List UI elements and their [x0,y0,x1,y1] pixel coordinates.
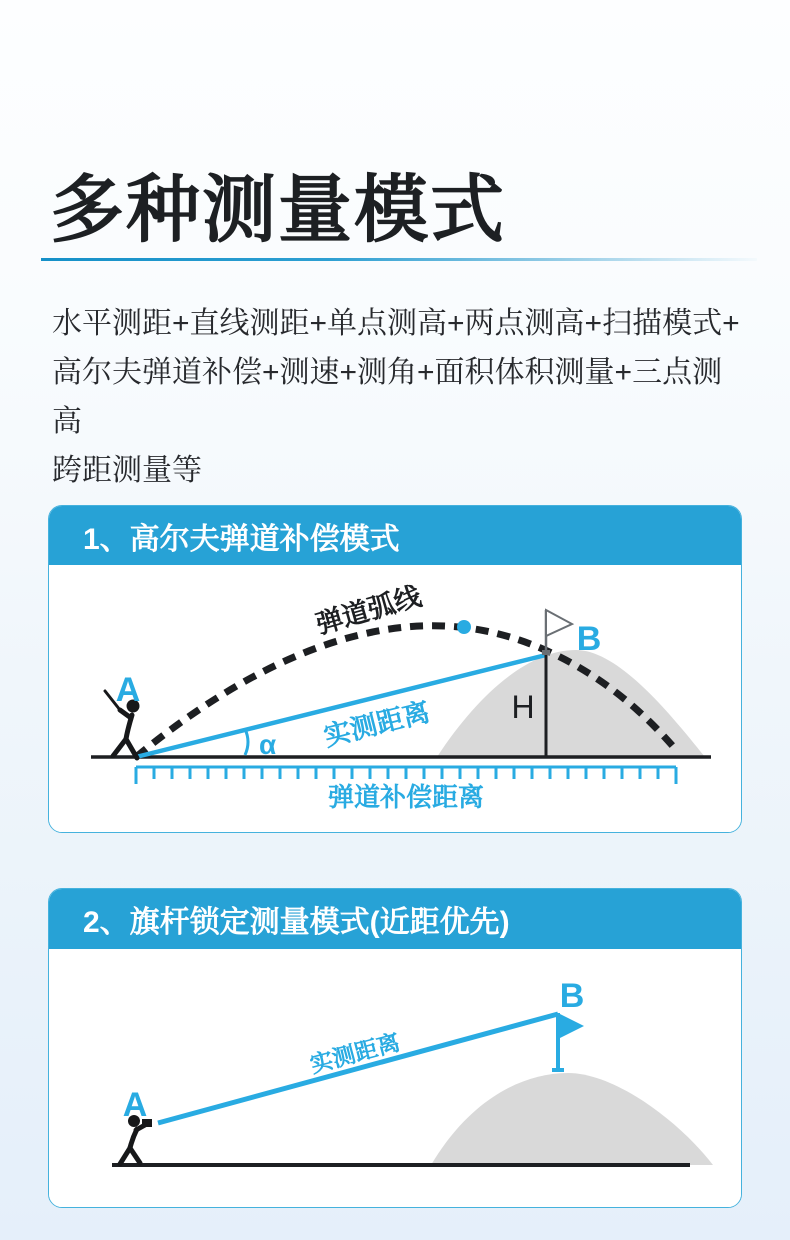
card-flag-lock-mode [48,888,742,1208]
point-a-label: A [115,671,141,709]
intro-text [52,299,747,495]
point-a-label: A [122,1086,148,1124]
hill-shape [431,1073,713,1165]
page-title: 多种测量模式 [50,167,506,251]
card-header [49,889,741,949]
point-b-label: B [559,977,585,1015]
point-b-label: B [576,620,602,658]
title-underline [41,258,757,261]
trajectory-arc-label: 弹道弧线 [312,581,425,640]
golf-compensation-diagram [49,565,741,832]
intro-line: 水平测距+直线测距+单点测高+两点测高+扫描模式+ [52,307,740,340]
intro-line: 高尔夫弹道补偿+测速+测角+面积体积测量+三点测高 [52,356,723,438]
angle-arc [245,729,248,755]
angle-label: α [259,729,277,760]
height-label: H [511,689,535,725]
card-header-label: 1、高尔夫弹道补偿模式 [83,522,400,556]
flag-lock-diagram [49,949,741,1207]
intro-line: 跨距测量等 [52,454,202,487]
card-golf-compensation-mode [48,505,742,833]
flag-icon [542,610,572,655]
flag-icon [552,1013,584,1070]
card-header [49,506,741,565]
card-body [49,949,741,1207]
card-body [49,565,741,832]
measured-distance-label: 实测距离 [320,696,433,752]
golf-ball-dot [457,620,471,634]
measured-distance-label: 实测距离 [307,1028,403,1078]
compensated-distance-label: 弹道补偿距离 [327,782,485,812]
card-header-label: 2、旗杆锁定测量模式(近距优先) [83,906,510,939]
